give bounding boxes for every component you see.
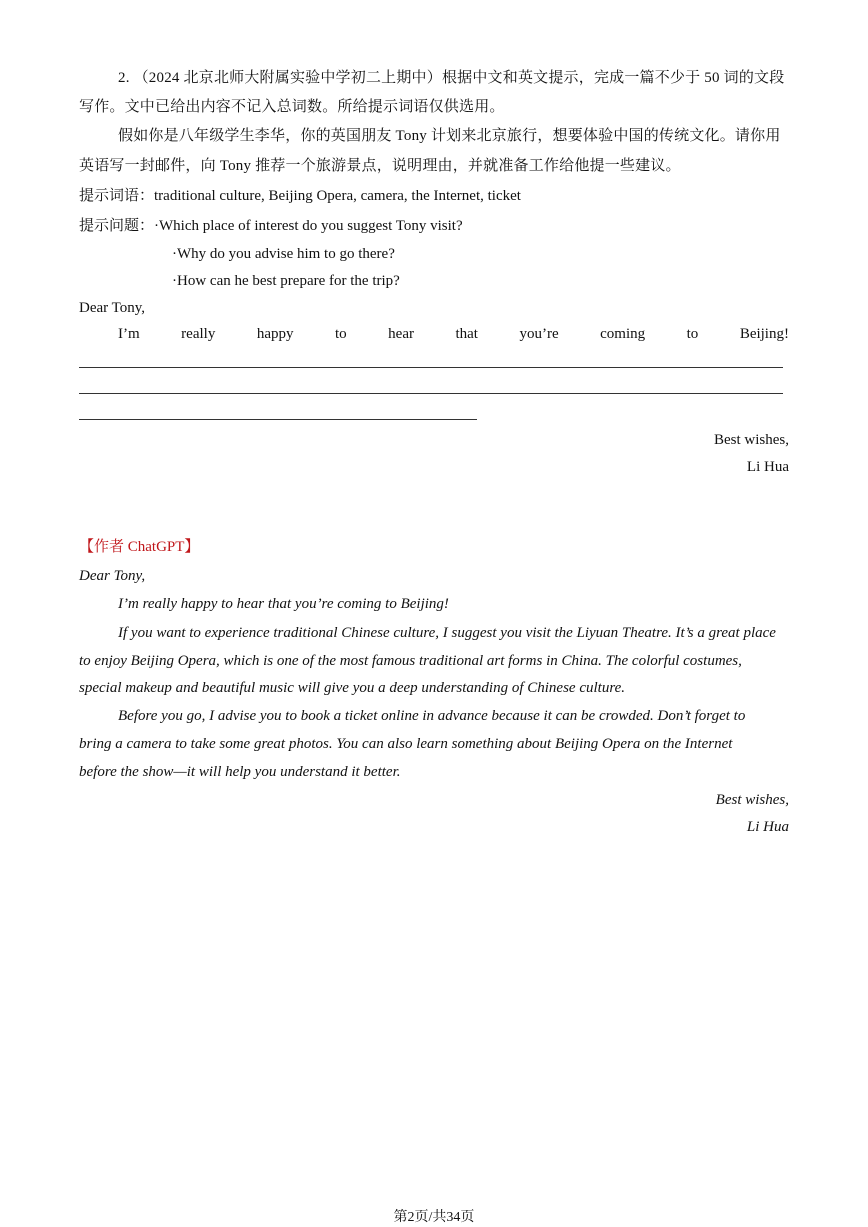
opening-word: coming bbox=[600, 326, 646, 342]
answer-paragraph-2-line-2: to enjoy Beijing Opera, which is one of the most famous traditional art forms in China. The colorful costumes, bbox=[79, 653, 742, 669]
answer-paragraph-2-line-3: special makeup and beautiful music will give you a deep understanding of Chinese culture. bbox=[79, 680, 626, 696]
answer-blank-line-3 bbox=[79, 419, 477, 420]
author-tag: 【作者 ChatGPT】 bbox=[79, 539, 200, 555]
opening-word: to bbox=[335, 326, 347, 342]
template-closing: Best wishes, bbox=[714, 432, 789, 448]
template-opening-sentence bbox=[118, 324, 789, 344]
answer-signature: Li Hua bbox=[746, 819, 789, 835]
opening-word: to bbox=[686, 326, 699, 342]
answer-blank-line-2 bbox=[79, 393, 783, 394]
answer-paragraph-3-line-2: bring a camera to take some great photos. You can also learn something about Beijing Opera on the Internet bbox=[79, 736, 733, 752]
question-line-4: 英语写一封邮件，向 Tony 推荐一个旅游景点，说明理由，并就准备工作给他提一些建议。 bbox=[79, 158, 681, 174]
template-greeting: Dear Tony, bbox=[79, 300, 146, 316]
opening-word: I’m bbox=[118, 326, 140, 342]
hint-words: 提示词语：traditional culture, Beijing Opera, camera, the Internet, ticket bbox=[79, 188, 521, 204]
hint-question-2: ·Why do you advise him to go there? bbox=[172, 246, 395, 262]
opening-word: hear bbox=[388, 326, 414, 342]
opening-word: happy bbox=[256, 326, 294, 342]
page-number: 第2页/共34页 bbox=[393, 1210, 475, 1225]
answer-paragraph-2-line-1: If you want to experience traditional Chinese culture, I suggest you visit the Liyuan Theatre. It’s a great place bbox=[118, 625, 776, 641]
question-line-2: 写作。文中已给出内容不记入总词数。所给提示词语仅供选用。 bbox=[79, 99, 505, 115]
hint-question-3: ·How can he best prepare for the trip? bbox=[172, 273, 400, 289]
opening-word: you’re bbox=[519, 326, 559, 342]
answer-greeting: Dear Tony, bbox=[79, 568, 146, 584]
hint-question-1: ·Which place of interest do you suggest Tony visit? bbox=[154, 218, 463, 234]
answer-paragraph-3-line-3: before the show—it will help you understand it better. bbox=[79, 764, 401, 780]
hint-questions-label: 提示问题： bbox=[79, 218, 155, 234]
opening-word: Beijing! bbox=[739, 326, 789, 342]
answer-closing: Best wishes, bbox=[715, 792, 789, 808]
question-line-3: 假如你是八年级学生李华，你的英国朋友 Tony 计划来北京旅行，想要体验中国的传统文化。请你用 bbox=[118, 128, 781, 144]
answer-blank-line-1 bbox=[79, 367, 783, 368]
question-line-1: 2. （2024 北京北师大附属实验中学初二上期中）根据中文和英文提示，完成一篇不少于 50 词的文段 bbox=[118, 70, 785, 86]
opening-word: that bbox=[455, 326, 478, 342]
answer-paragraph-3-line-1: Before you go, I advise you to book a ticket online in advance because it can be crowded. Don’t forget to bbox=[118, 708, 746, 724]
answer-paragraph-1: I’m really happy to hear that you’re coming to Beijing! bbox=[118, 596, 449, 612]
template-signature: Li Hua bbox=[746, 459, 789, 475]
opening-word: really bbox=[181, 326, 216, 342]
